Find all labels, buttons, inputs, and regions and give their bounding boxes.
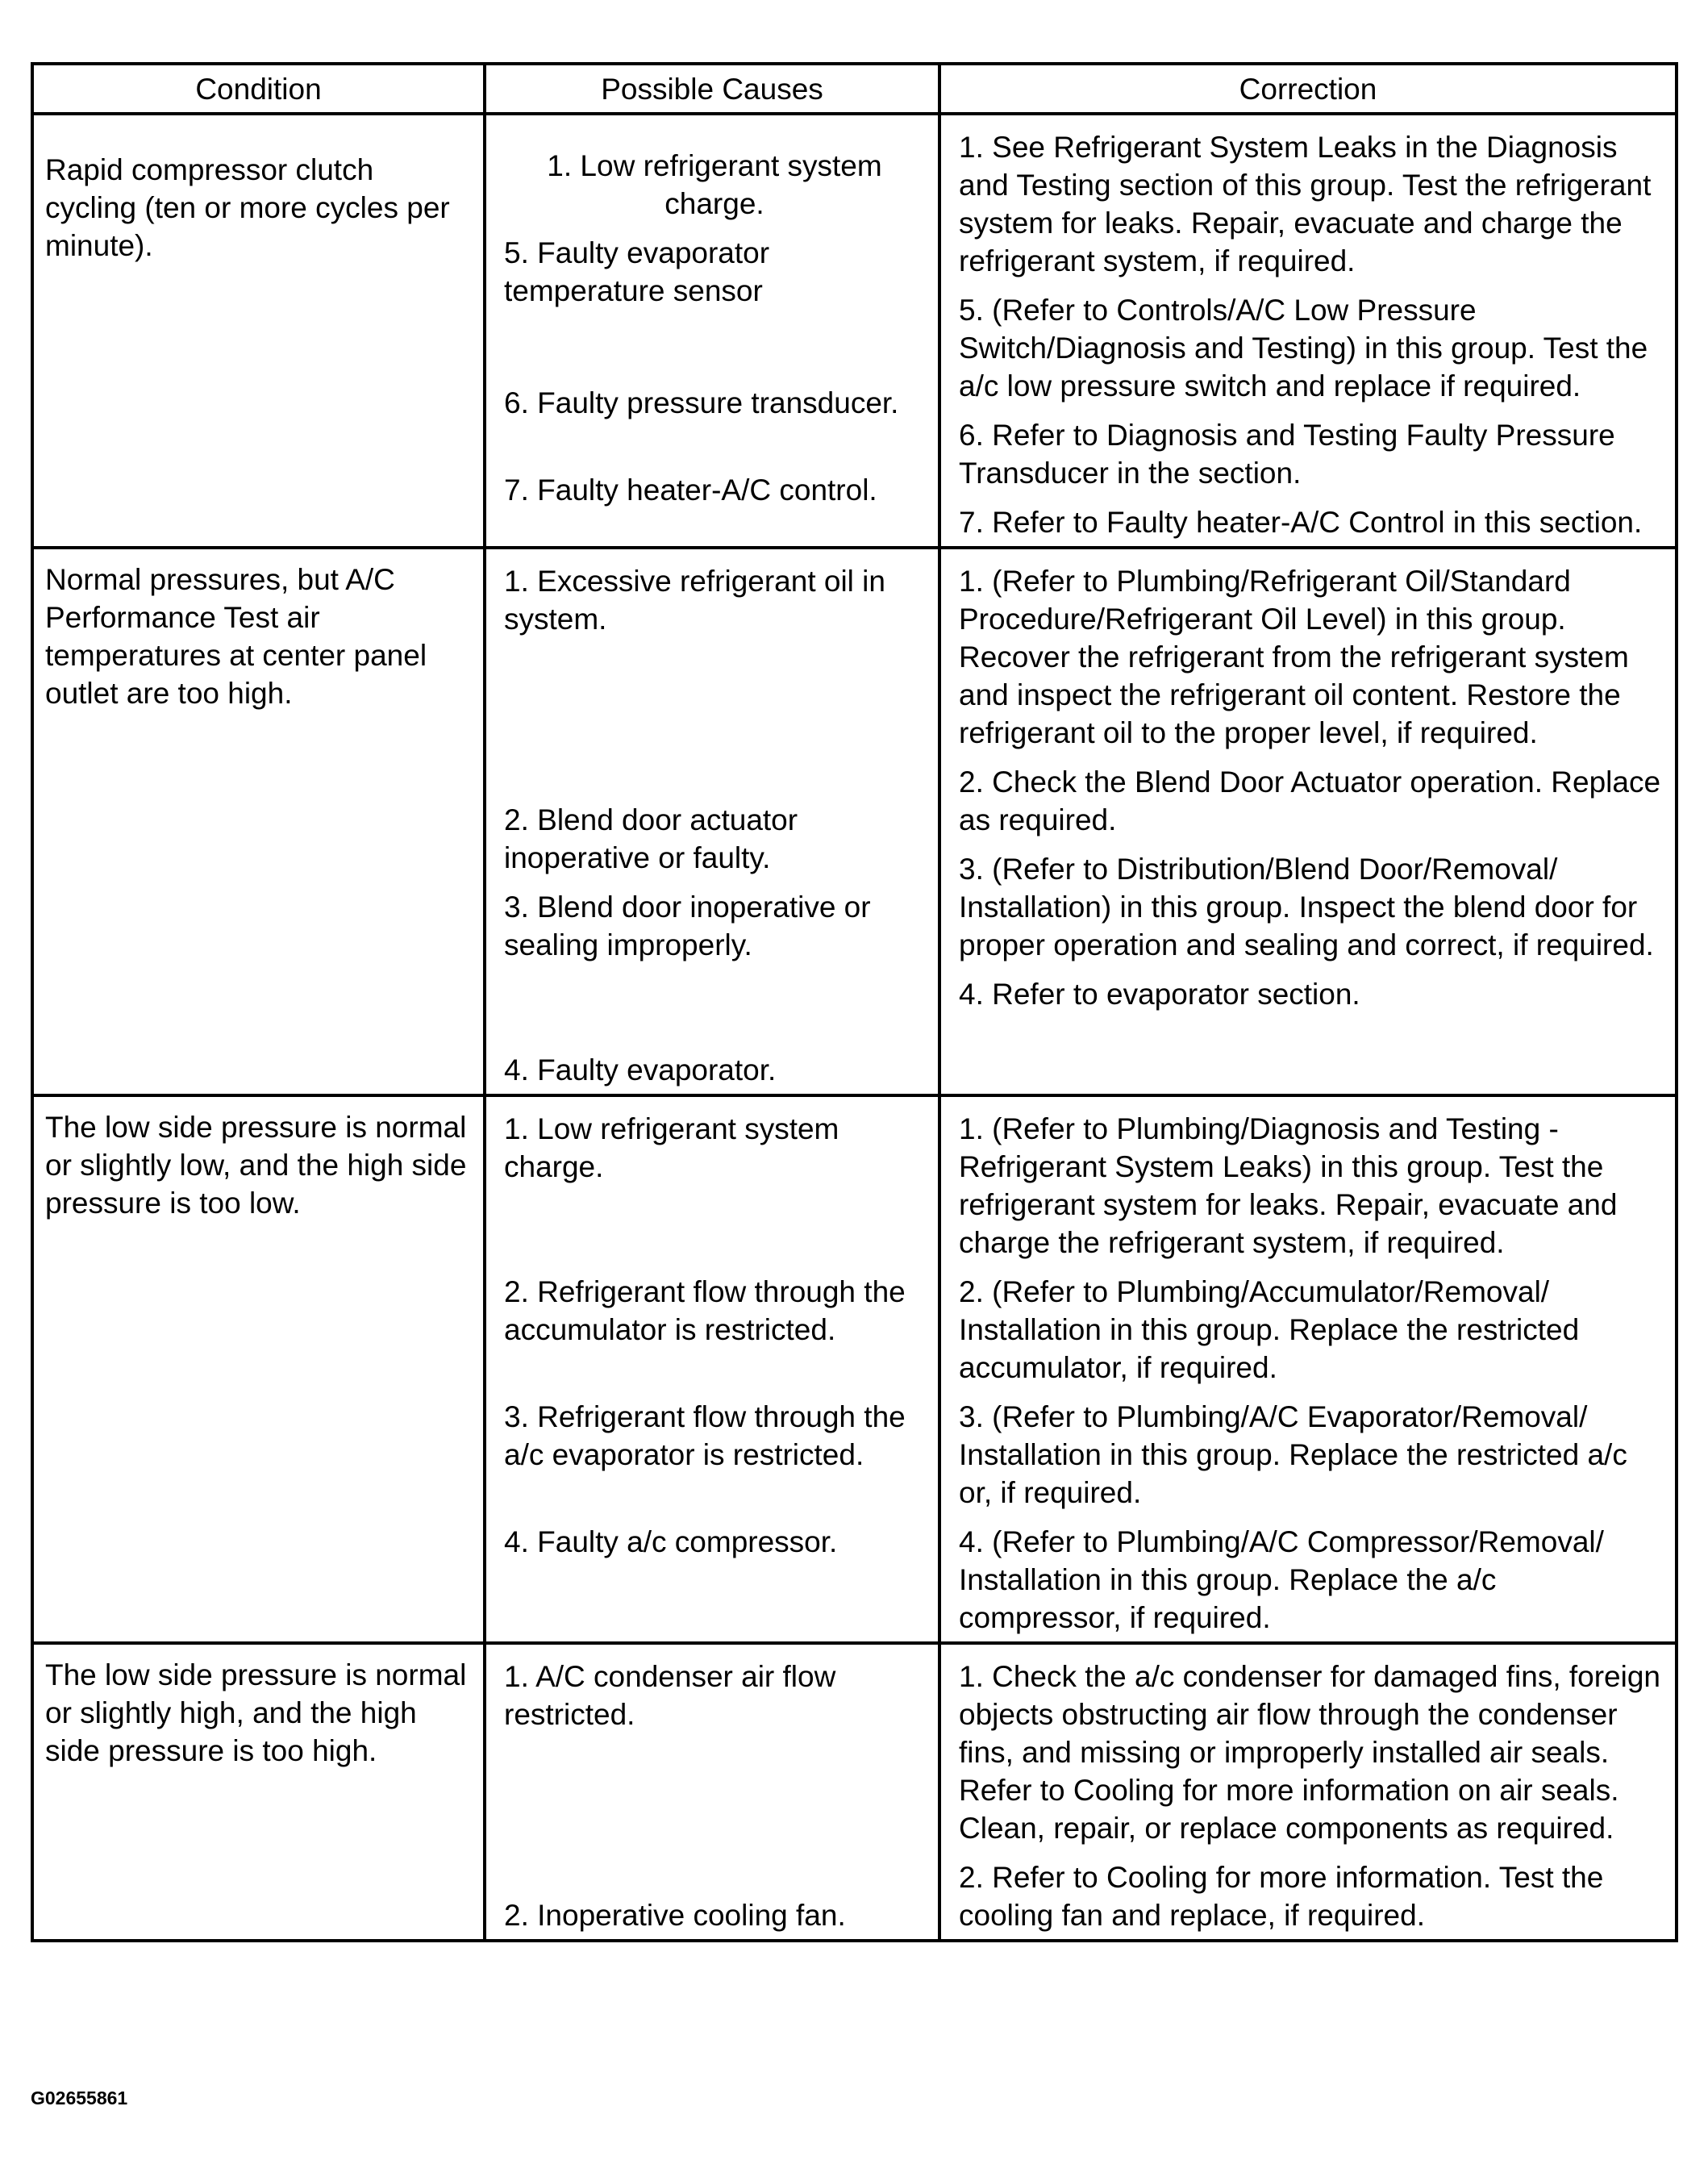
table-row: [32, 1643, 1677, 1941]
header-correction: Correction: [939, 64, 1677, 114]
correction-item: 1. Check the a/c condenser for damaged fins, foreign objects obstructing air flow through the condenser fins, and missing or improperly installed air seals. Refer to Cooling for more information on air seals. Clean, repair, or replace components as required.: [959, 1660, 1661, 1845]
correction-cell: [939, 114, 1677, 548]
cause-item: 3. Blend door inoperative or sealing improperly.: [504, 890, 871, 961]
correction-cell: [939, 1643, 1677, 1941]
cause-item: 6. Faulty pressure transducer.: [504, 386, 899, 419]
cause-item: 5. Faulty evaporator temperature sensor: [504, 236, 770, 307]
correction-item: 2. Check the Blend Door Actuator operation. Replace as required.: [959, 765, 1661, 836]
correction-item: 2. Refer to Cooling for more information. Test the cooling fan and replace, if required.: [959, 1861, 1604, 1932]
cause-item: 4. Faulty a/c compressor.: [504, 1525, 838, 1558]
table-row: [32, 548, 1677, 1095]
correction-item: 4. Refer to evaporator section.: [959, 978, 1360, 1011]
cause-item: 1. Excessive refrigerant oil in system.: [504, 565, 885, 636]
correction-item: 7. Refer to Faulty heater-A/C Control in this section.: [959, 506, 1643, 539]
correction-item: 4. (Refer to Plumbing/A/C Compressor/Removal/ Installation in this group. Replace the a/c compressor, if required.: [959, 1525, 1604, 1634]
cause-item: 2. Refrigerant flow through the accumulator is restricted.: [504, 1275, 906, 1346]
causes-cell: [485, 548, 939, 1095]
condition-cell: The low side pressure is normal or slightly high, and the high side pressure is too high.: [32, 1643, 485, 1941]
figure-code: G02655861: [31, 2087, 128, 2108]
cause-item: 1. Low refrigerant system charge.: [504, 1112, 839, 1183]
correction-item: 3. (Refer to Plumbing/A/C Evaporator/Removal/ Installation in this group. Replace the restricted a/c or, if required.: [959, 1400, 1627, 1509]
header-possible-causes: Possible Causes: [485, 64, 939, 114]
causes-cell: [485, 1095, 939, 1643]
correction-item: 5. (Refer to Controls/A/C Low Pressure Switch/Diagnosis and Testing) in this group. Test the a/c low pressure switch and replace if required.: [959, 294, 1648, 402]
correction-item: 1. (Refer to Plumbing/Diagnosis and Testing - Refrigerant System Leaks) in this group. Test the refrigerant system for leaks. Repair, evacuate and charge the refrigerant system, if required.: [959, 1112, 1618, 1259]
cause-item: 2. Inoperative cooling fan.: [504, 1899, 846, 1932]
table-row: [32, 1095, 1677, 1643]
correction-cell: [939, 548, 1677, 1095]
diagnosis-table: [31, 62, 1678, 1942]
cause-item: 7. Faulty heater-A/C control.: [504, 473, 877, 507]
causes-cell: [485, 1643, 939, 1941]
correction-item: 2. (Refer to Plumbing/Accumulator/Removal/ Installation in this group. Replace the restricted accumulator, if required.: [959, 1275, 1580, 1384]
correction-item: 6. Refer to Diagnosis and Testing Faulty Pressure Transducer in the section.: [959, 419, 1615, 490]
diagnosis-table-container: [31, 62, 1675, 1942]
causes-cell: [485, 114, 939, 548]
table-header-row: [32, 64, 1677, 114]
cause-item: 1. A/C condenser air flow restricted.: [504, 1660, 836, 1731]
correction-item: 3. (Refer to Distribution/Blend Door/Removal/ Installation) in this group. Inspect the blend door for proper operation and sealing and correct, if required.: [959, 853, 1654, 961]
condition-cell: Rapid compressor clutch cycling (ten or more cycles per minute).: [32, 114, 485, 548]
correction-item: 1. See Refrigerant System Leaks in the Diagnosis and Testing section of this group. Test the refrigerant system for leaks. Repair, evacuate and charge the refrigerant system, if required.: [959, 131, 1652, 277]
header-condition: Condition: [32, 64, 485, 114]
correction-item: 1. (Refer to Plumbing/Refrigerant Oil/Standard Procedure/Refrigerant Oil Level) in this group. Recover the refrigerant from the refrigerant system and inspect the refrigerant oil content. Restore the refrigerant oil to the proper level, if required.: [959, 565, 1629, 749]
table-row: [32, 114, 1677, 548]
condition-cell: Normal pressures, but A/C Performance Test air temperatures at center panel outlet are too high.: [32, 548, 485, 1095]
cause-item: 4. Faulty evaporator.: [504, 1053, 777, 1086]
correction-cell: [939, 1095, 1677, 1643]
cause-item: 1. Low refrigerant system charge.: [547, 149, 882, 220]
cause-item: 3. Refrigerant flow through the a/c evaporator is restricted.: [504, 1400, 906, 1471]
condition-cell: The low side pressure is normal or slightly low, and the high side pressure is too low.: [32, 1095, 485, 1643]
cause-item: 2. Blend door actuator inoperative or faulty.: [504, 803, 798, 874]
